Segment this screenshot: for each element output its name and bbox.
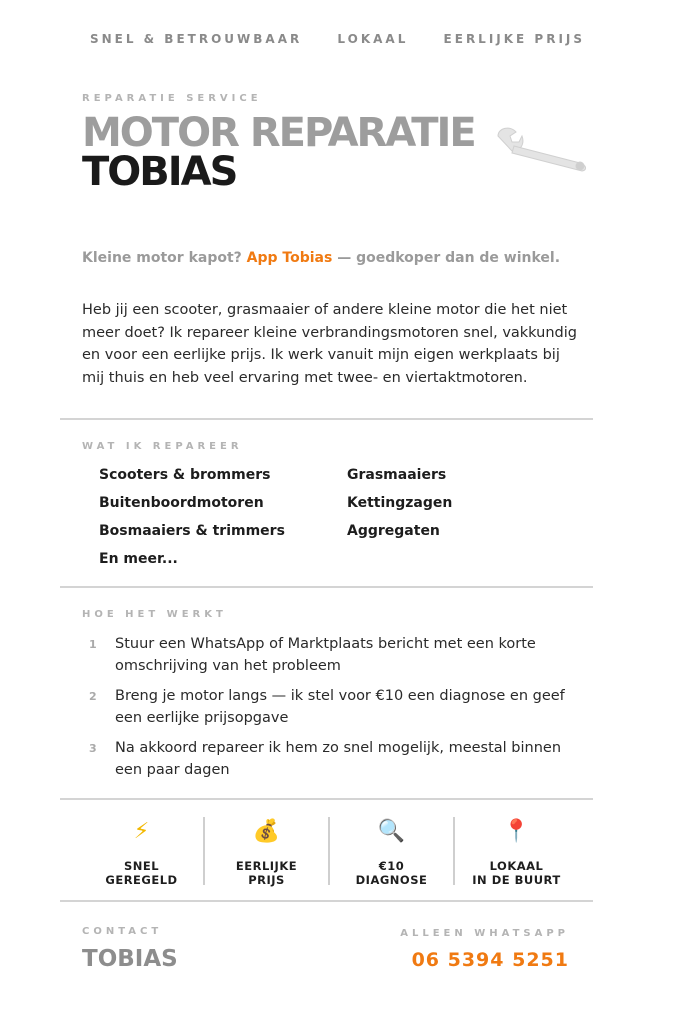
feature-strip bbox=[80, 817, 592, 885]
contact-label: CONTACT bbox=[82, 926, 163, 937]
feature-snel bbox=[80, 817, 203, 885]
hero-title-line2: TOBIAS bbox=[82, 149, 237, 195]
divider bbox=[60, 586, 593, 588]
tagline-tail: — goedkoper dan de winkel. bbox=[332, 250, 561, 266]
repairs-heading: WAT IK REPAREER bbox=[82, 441, 243, 452]
divider bbox=[60, 418, 593, 420]
intro-paragraph: Heb jij een scooter, grasmaaier of andere kleine motor die het niet meer doet? Ik repareer kleine verbrandingsmotoren snel, vakkundig en voor een eerlijke prijs. Ik werk vanuit mijn eigen werkplaats bij mij thuis en heb veel ervaring met twee- en viertaktmotoren. bbox=[82, 302, 577, 386]
step-number: 1 bbox=[89, 638, 97, 651]
feature-label: SNEL GEREGELD bbox=[105, 859, 178, 887]
step-text: Breng je motor langs — ik stel voor €10 een diagnose en geef een eerlijke prijsopgave bbox=[115, 688, 565, 726]
whatsapp-label: ALLEEN WHATSAPP bbox=[400, 928, 569, 939]
contact-name: TOBIAS bbox=[82, 946, 178, 972]
lightning-icon: ⚡ bbox=[133, 819, 150, 844]
feature-prijs bbox=[203, 817, 328, 885]
hero-title-line1: MOTOR REPARATIE bbox=[82, 110, 475, 156]
list-item: Scooters & brommers bbox=[99, 467, 271, 483]
how-heading: HOE HET WERKT bbox=[82, 609, 227, 620]
pin-icon: 📍 bbox=[502, 819, 531, 844]
steps-list bbox=[82, 634, 582, 790]
tagline bbox=[82, 250, 560, 266]
money-bag-icon: 💰 bbox=[252, 819, 281, 844]
list-item: Buitenboordmotoren bbox=[99, 495, 264, 511]
step-item bbox=[82, 738, 582, 781]
tagline-lead: Kleine motor kapot? bbox=[82, 250, 247, 266]
step-text: Na akkoord repareer ik hem zo snel mogelijk, meestal binnen een paar dagen bbox=[115, 740, 562, 778]
divider bbox=[60, 798, 593, 800]
repairs-list bbox=[99, 466, 579, 568]
feature-label: LOKAAL IN DE BUURT bbox=[472, 859, 561, 887]
step-number: 3 bbox=[89, 742, 97, 755]
list-item: Aggregaten bbox=[347, 523, 440, 539]
hero-eyebrow: REPARATIE SERVICE bbox=[82, 93, 262, 104]
top-nav bbox=[0, 32, 675, 46]
nav-item-lokaal: LOKAAL bbox=[337, 32, 409, 46]
list-item: Bosmaaiers & trimmers bbox=[99, 523, 285, 539]
step-item bbox=[82, 634, 582, 677]
list-item: Kettingzagen bbox=[347, 495, 453, 511]
list-item: En meer... bbox=[99, 551, 178, 567]
feature-label: EERLIJKE PRIJS bbox=[235, 859, 298, 887]
app-tobias-link[interactable]: App Tobias bbox=[246, 250, 333, 266]
feature-lokaal bbox=[453, 817, 578, 885]
divider bbox=[60, 900, 593, 902]
nav-item-snel: SNEL & BETROUWBAAR bbox=[89, 32, 303, 46]
magnifier-icon: 🔍 bbox=[377, 819, 406, 844]
step-item bbox=[82, 686, 582, 729]
step-text: Stuur een WhatsApp of Marktplaats bericht met een korte omschrijving van het probleem bbox=[115, 636, 536, 674]
feature-diagnose bbox=[328, 817, 453, 885]
feature-label: €10 DIAGNOSE bbox=[355, 859, 428, 887]
wrench-icon bbox=[494, 126, 590, 176]
nav-item-eerlijk: EERLIJKE PRIJS bbox=[443, 32, 586, 46]
step-number: 2 bbox=[89, 690, 97, 703]
phone-number-link[interactable]: 06 5394 5251 bbox=[411, 949, 569, 971]
list-item: Grasmaaiers bbox=[347, 467, 447, 483]
